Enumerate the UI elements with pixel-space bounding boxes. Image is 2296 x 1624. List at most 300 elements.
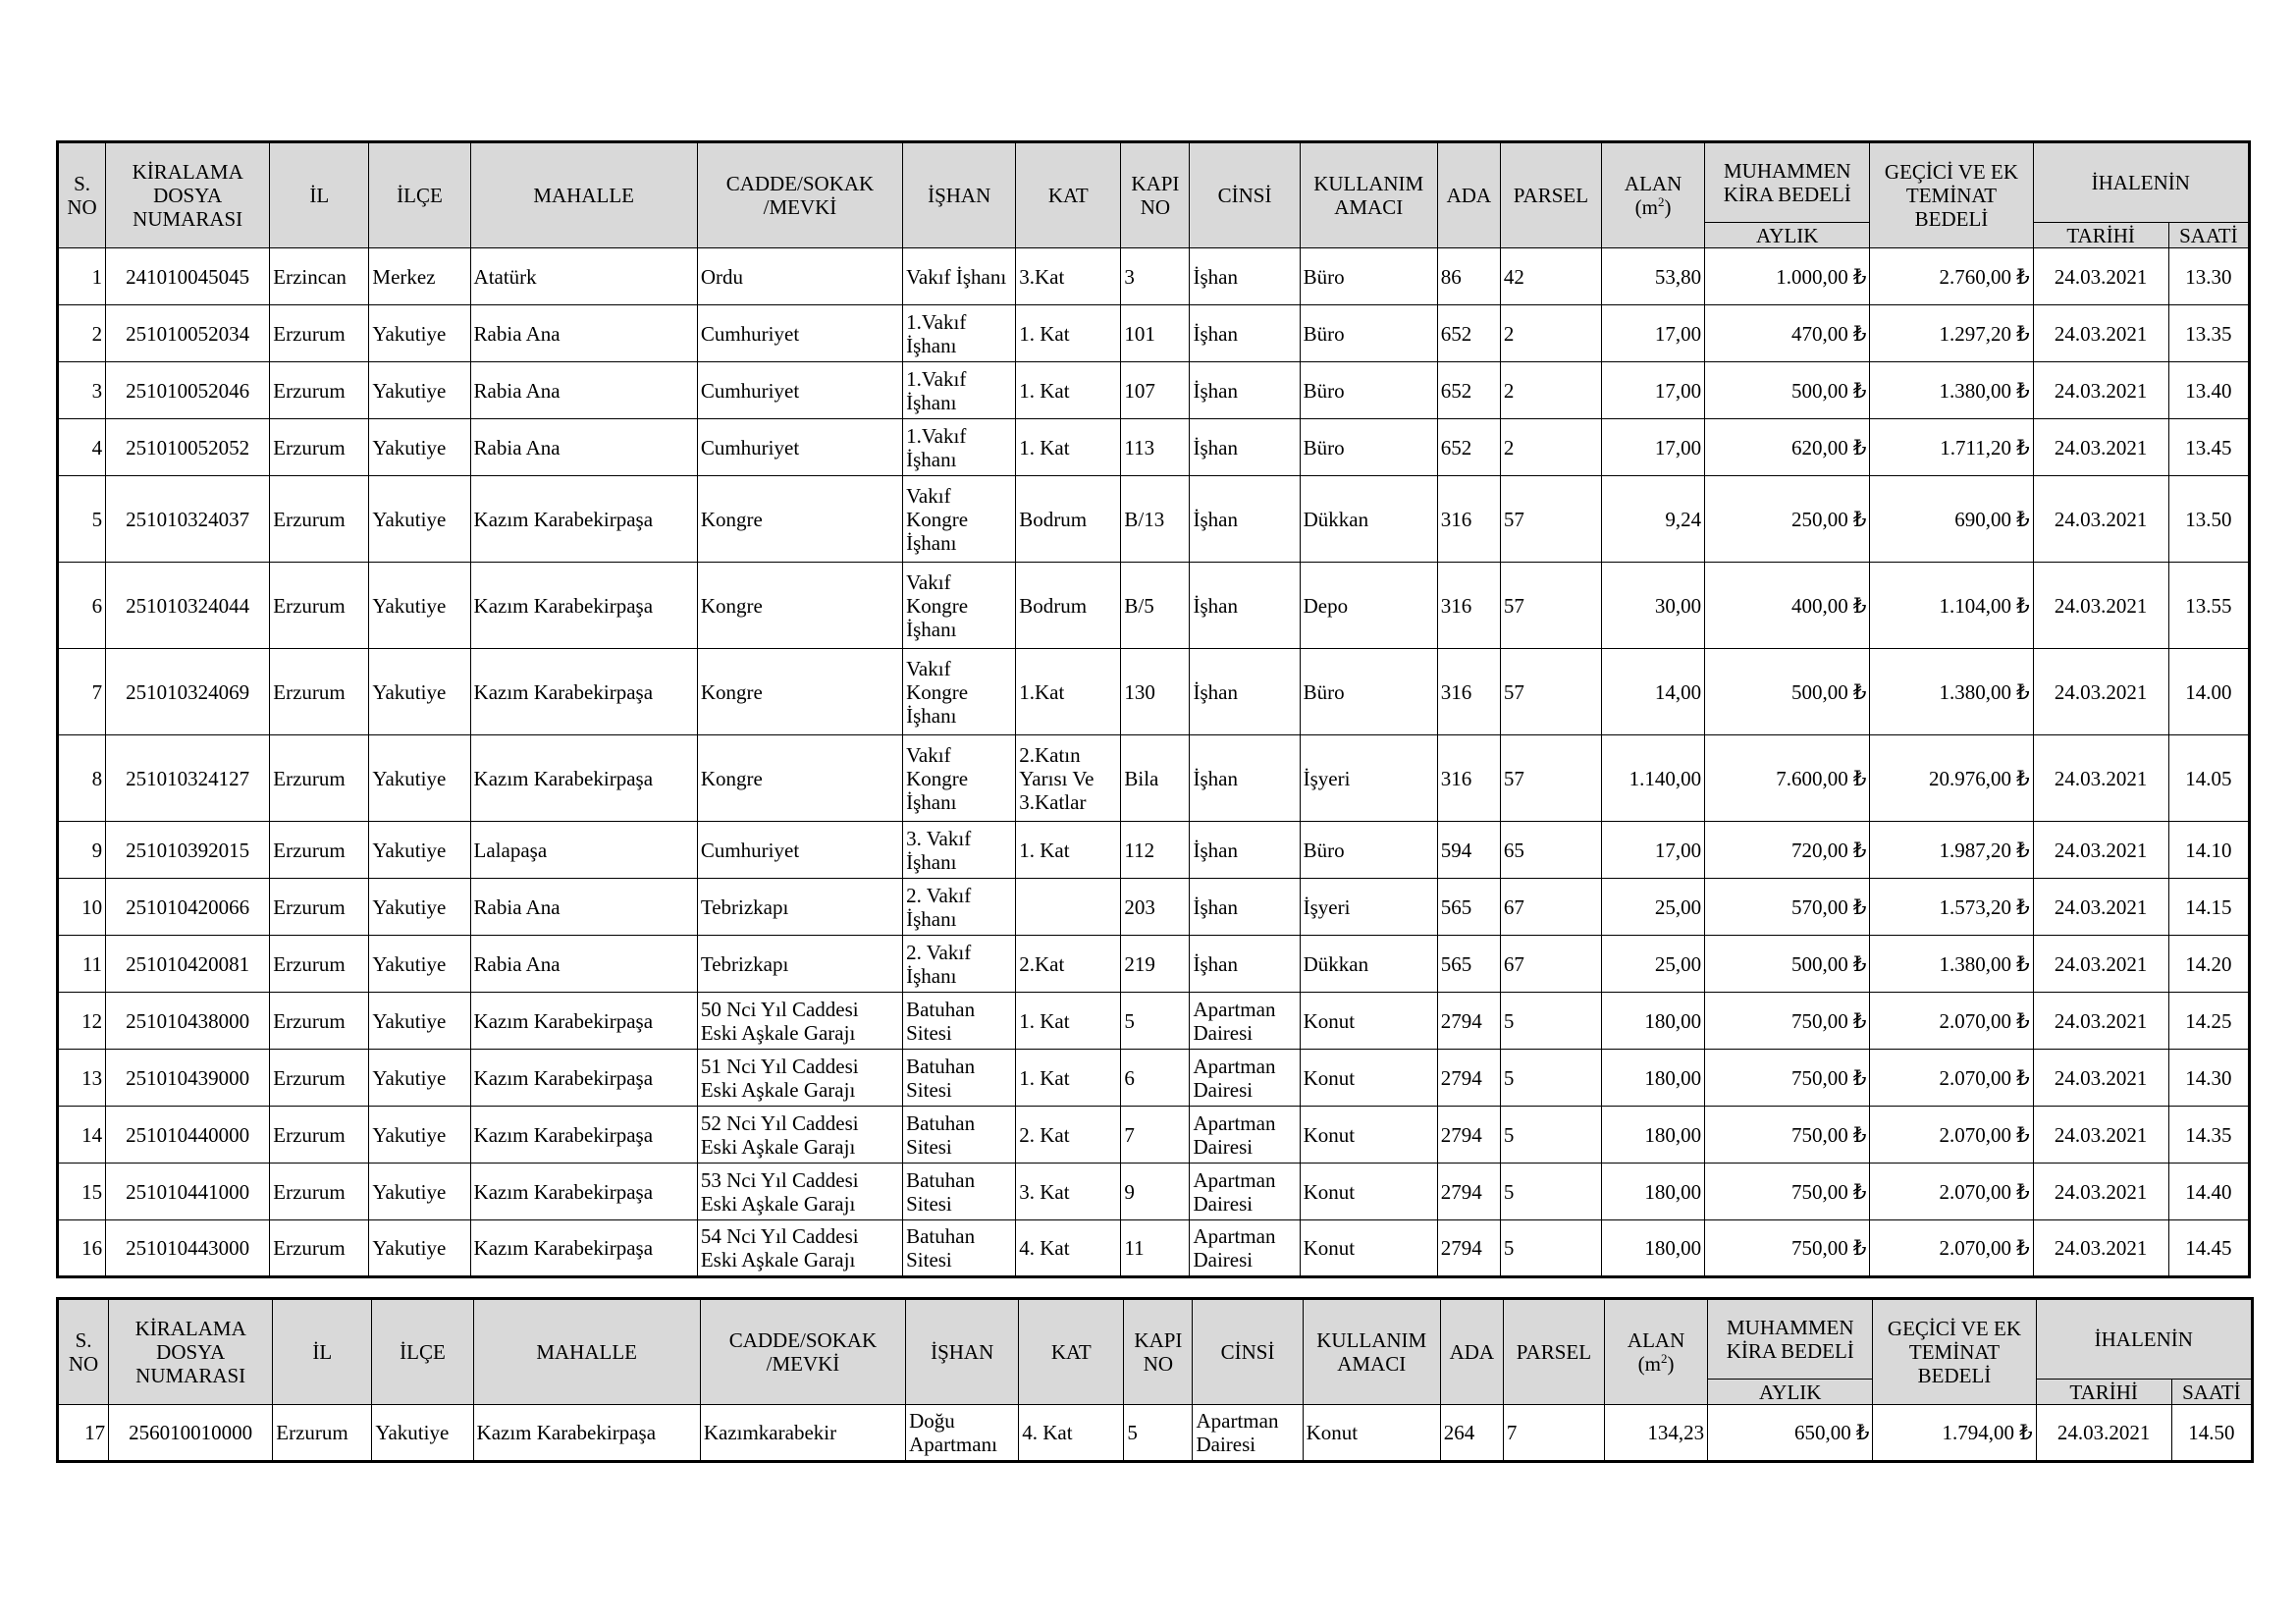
cell-cadde: Ordu [697,248,902,305]
cell-dosya: 251010324127 [106,735,270,822]
cell-tarih: 24.03.2021 [2033,362,2168,419]
cell-tarih: 24.03.2021 [2033,1107,2168,1164]
table-row [58,822,2250,879]
header-ishan: İŞHAN [906,1299,1019,1405]
cell-kira: 750,00 ₺ [1705,1107,1870,1164]
table-row [58,1107,2250,1164]
cell-kapi: 5 [1124,1405,1193,1462]
cell-mahalle: Rabia Ana [470,305,697,362]
cell-alan: 17,00 [1602,822,1705,879]
cell-ilce: Merkez [369,248,470,305]
cell-kullanim: Depo [1300,563,1437,649]
cell-saat: 14.10 [2168,822,2249,879]
table-row [58,1405,2253,1462]
cell-teminat: 1.380,00 ₺ [1870,649,2033,735]
cell-ishan: 2. Vakıf İşhanı [903,936,1016,993]
header-muhammen: MUHAMMEN KİRA BEDELİ [1705,142,1870,223]
cell-mahalle: Kazım Karabekirpaşa [473,1405,700,1462]
cell-il: Erzincan [270,248,369,305]
cell-ishan: Vakıf Kongre İşhanı [903,563,1016,649]
cell-ada: 316 [1437,563,1500,649]
header-saat: SAATİ [2171,1380,2252,1405]
cell-dosya: 251010392015 [106,822,270,879]
cell-dosya: 251010443000 [106,1220,270,1277]
cell-tarih: 24.03.2021 [2033,936,2168,993]
cell-kullanim: Konut [1300,1164,1437,1220]
cell-il: Erzurum [273,1405,372,1462]
cell-kira: 750,00 ₺ [1705,1050,1870,1107]
cell-tarih: 24.03.2021 [2033,563,2168,649]
cell-il: Erzurum [270,1050,369,1107]
cell-ilce: Yakutiye [369,1050,470,1107]
cell-ishan: Batuhan Sitesi [903,1164,1016,1220]
cell-dosya: 251010324044 [106,563,270,649]
cell-tarih: 24.03.2021 [2033,419,2168,476]
cell-kapi: Bila [1121,735,1190,822]
header-kullanim: KULLANIM AMACI [1303,1299,1440,1405]
cell-cinsi: İşhan [1190,735,1300,822]
cell-ishan: 3. Vakıf İşhanı [903,822,1016,879]
cell-kira: 620,00 ₺ [1705,419,1870,476]
cell-sno: 1 [58,248,106,305]
cell-teminat: 1.573,20 ₺ [1870,879,2033,936]
cell-alan: 17,00 [1602,305,1705,362]
cell-ishan: Vakıf Kongre İşhanı [903,649,1016,735]
cell-cinsi: Apartman Dairesi [1190,1164,1300,1220]
cell-saat: 14.00 [2168,649,2249,735]
cell-cadde: Kazımkarabekir [700,1405,905,1462]
cell-sno: 3 [58,362,106,419]
cell-ada: 86 [1437,248,1500,305]
cell-cadde: Kongre [697,649,902,735]
cell-teminat: 2.070,00 ₺ [1870,1050,2033,1107]
cell-kapi: B/5 [1121,563,1190,649]
cell-mahalle: Kazım Karabekirpaşa [470,1050,697,1107]
cell-cinsi: İşhan [1190,936,1300,993]
cell-il: Erzurum [270,1220,369,1277]
cell-sno: 7 [58,649,106,735]
table-row [58,248,2250,305]
cell-saat: 14.50 [2171,1405,2252,1462]
cell-kapi: 6 [1121,1050,1190,1107]
cell-kapi: 112 [1121,822,1190,879]
cell-ada: 2794 [1437,1164,1500,1220]
rental-table-1 [56,140,2251,1278]
cell-cadde: Tebrizkapı [697,936,902,993]
cell-cinsi: İşhan [1190,305,1300,362]
cell-kat: 3.Kat [1016,248,1121,305]
table-row [58,563,2250,649]
cell-dosya: 251010052034 [106,305,270,362]
cell-kullanim: Büro [1300,649,1437,735]
cell-cinsi: İşhan [1190,476,1300,563]
cell-il: Erzurum [270,822,369,879]
cell-parsel: 2 [1500,362,1601,419]
header-sno: S. NO [58,142,106,248]
cell-ishan: 1.Vakıf İşhanı [903,362,1016,419]
cell-kapi: 130 [1121,649,1190,735]
cell-sno: 12 [58,993,106,1050]
table-row [58,476,2250,563]
cell-cinsi: Apartman Dairesi [1190,993,1300,1050]
header-parsel: PARSEL [1503,1299,1604,1405]
cell-ada: 264 [1440,1405,1503,1462]
cell-kira: 570,00 ₺ [1705,879,1870,936]
cell-kapi: 219 [1121,936,1190,993]
cell-teminat: 1.987,20 ₺ [1870,822,2033,879]
cell-kapi: 113 [1121,419,1190,476]
cell-cinsi: Apartman Dairesi [1190,1050,1300,1107]
cell-tarih: 24.03.2021 [2033,735,2168,822]
cell-cadde: Cumhuriyet [697,822,902,879]
cell-dosya: 251010052046 [106,362,270,419]
cell-kapi: 101 [1121,305,1190,362]
cell-cadde: 52 Nci Yıl Caddesi Eski Aşkale Garajı [697,1107,902,1164]
cell-kira: 750,00 ₺ [1705,1164,1870,1220]
cell-sno: 4 [58,419,106,476]
cell-kira: 500,00 ₺ [1705,362,1870,419]
cell-teminat: 2.070,00 ₺ [1870,1107,2033,1164]
cell-ada: 316 [1437,476,1500,563]
header-tarih: TARİHİ [2036,1380,2171,1405]
cell-ilce: Yakutiye [369,476,470,563]
cell-cadde: 53 Nci Yıl Caddesi Eski Aşkale Garajı [697,1164,902,1220]
cell-cadde: 51 Nci Yıl Caddesi Eski Aşkale Garajı [697,1050,902,1107]
cell-ada: 594 [1437,822,1500,879]
cell-saat: 13.50 [2168,476,2249,563]
cell-alan: 25,00 [1602,936,1705,993]
cell-teminat: 2.070,00 ₺ [1870,993,2033,1050]
cell-kat: 1. Kat [1016,822,1121,879]
cell-kullanim: Konut [1303,1405,1440,1462]
cell-ishan: Batuhan Sitesi [903,1220,1016,1277]
cell-ilce: Yakutiye [369,1220,470,1277]
cell-tarih: 24.03.2021 [2033,649,2168,735]
cell-kullanim: Dükkan [1300,476,1437,563]
cell-dosya: 251010052052 [106,419,270,476]
cell-kullanim: Büro [1300,362,1437,419]
cell-saat: 14.25 [2168,993,2249,1050]
cell-sno: 10 [58,879,106,936]
cell-mahalle: Kazım Karabekirpaşa [470,476,697,563]
cell-alan: 53,80 [1602,248,1705,305]
cell-kapi: B/13 [1121,476,1190,563]
cell-sno: 15 [58,1164,106,1220]
cell-ishan: 1.Vakıf İşhanı [903,419,1016,476]
cell-mahalle: Rabia Ana [470,936,697,993]
cell-cadde: Cumhuriyet [697,362,902,419]
rental-table-2 [56,1297,2254,1463]
cell-tarih: 24.03.2021 [2036,1405,2171,1462]
cell-teminat: 1.794,00 ₺ [1873,1405,2036,1462]
cell-parsel: 57 [1500,476,1601,563]
cell-cinsi: Apartman Dairesi [1190,1107,1300,1164]
cell-kullanim: Konut [1300,1107,1437,1164]
cell-kat: 2. Kat [1016,1107,1121,1164]
cell-mahalle: Kazım Karabekirpaşa [470,993,697,1050]
header-alan-text: ALAN (m [1624,172,1682,219]
cell-kat: 1. Kat [1016,305,1121,362]
cell-kira: 720,00 ₺ [1705,822,1870,879]
cell-sno: 8 [58,735,106,822]
cell-kira: 500,00 ₺ [1705,936,1870,993]
cell-kat: 4. Kat [1019,1405,1124,1462]
cell-ishan: Vakıf Kongre İşhanı [903,735,1016,822]
header-il: İL [270,142,369,248]
cell-il: Erzurum [270,476,369,563]
cell-saat: 14.35 [2168,1107,2249,1164]
cell-teminat: 1.711,20 ₺ [1870,419,2033,476]
cell-cadde: Kongre [697,563,902,649]
cell-mahalle: Kazım Karabekirpaşa [470,563,697,649]
cell-parsel: 65 [1500,822,1601,879]
cell-parsel: 57 [1500,735,1601,822]
cell-cinsi: İşhan [1190,879,1300,936]
cell-cinsi: İşhan [1190,649,1300,735]
cell-ishan: 2. Vakıf İşhanı [903,879,1016,936]
cell-il: Erzurum [270,563,369,649]
cell-cinsi: Apartman Dairesi [1190,1220,1300,1277]
table-row [58,735,2250,822]
cell-ilce: Yakutiye [369,822,470,879]
cell-teminat: 2.070,00 ₺ [1870,1220,2033,1277]
cell-kira: 750,00 ₺ [1705,993,1870,1050]
cell-kapi: 3 [1121,248,1190,305]
cell-dosya: 251010439000 [106,1050,270,1107]
cell-dosya: 241010045045 [106,248,270,305]
header-ada: ADA [1440,1299,1503,1405]
table-row [58,362,2250,419]
cell-il: Erzurum [270,879,369,936]
cell-ishan: Batuhan Sitesi [903,1050,1016,1107]
cell-cinsi: İşhan [1190,822,1300,879]
cell-kira: 400,00 ₺ [1705,563,1870,649]
cell-tarih: 24.03.2021 [2033,305,2168,362]
cell-ishan: Vakıf Kongre İşhanı [903,476,1016,563]
header-cinsi: CİNSİ [1190,142,1300,248]
cell-kapi: 9 [1121,1164,1190,1220]
cell-teminat: 20.976,00 ₺ [1870,735,2033,822]
cell-il: Erzurum [270,649,369,735]
cell-ada: 652 [1437,305,1500,362]
cell-il: Erzurum [270,419,369,476]
cell-parsel: 5 [1500,1107,1601,1164]
cell-ilce: Yakutiye [369,362,470,419]
cell-alan: 134,23 [1605,1405,1708,1462]
cell-parsel: 42 [1500,248,1601,305]
cell-ishan: Doğu Apartmanı [906,1405,1019,1462]
cell-alan: 180,00 [1602,1107,1705,1164]
cell-alan: 14,00 [1602,649,1705,735]
header-parsel: PARSEL [1500,142,1601,248]
cell-cinsi: İşhan [1190,248,1300,305]
cell-kapi: 107 [1121,362,1190,419]
header-alan-sup: 2 [1660,1351,1668,1366]
cell-ilce: Yakutiye [369,305,470,362]
header-ishan: İŞHAN [903,142,1016,248]
header-alan-close: ) [1667,1352,1675,1376]
table-body-2 [58,1405,2253,1462]
cell-cadde: 50 Nci Yıl Caddesi Eski Aşkale Garajı [697,993,902,1050]
header-ilce: İLÇE [372,1299,473,1405]
table-body-1 [58,248,2250,1277]
header-cadde: CADDE/SOKAK /MEVKİ [697,142,902,248]
cell-tarih: 24.03.2021 [2033,1050,2168,1107]
cell-sno: 16 [58,1220,106,1277]
cell-kapi: 7 [1121,1107,1190,1164]
cell-kat: 1.Kat [1016,649,1121,735]
cell-tarih: 24.03.2021 [2033,1220,2168,1277]
cell-teminat: 1.297,20 ₺ [1870,305,2033,362]
cell-mahalle: Kazım Karabekirpaşa [470,735,697,822]
cell-alan: 17,00 [1602,419,1705,476]
cell-parsel: 57 [1500,563,1601,649]
cell-kullanim: Konut [1300,1050,1437,1107]
cell-kat [1016,879,1121,936]
cell-kira: 7.600,00 ₺ [1705,735,1870,822]
cell-mahalle: Kazım Karabekirpaşa [470,1164,697,1220]
cell-teminat: 690,00 ₺ [1870,476,2033,563]
header-il: İL [273,1299,372,1405]
cell-tarih: 24.03.2021 [2033,993,2168,1050]
table-row [58,1050,2250,1107]
cell-ada: 565 [1437,879,1500,936]
cell-il: Erzurum [270,362,369,419]
header-alan-close: ) [1664,195,1672,219]
cell-cadde: Cumhuriyet [697,305,902,362]
cell-kullanim: İşyeri [1300,879,1437,936]
cell-alan: 9,24 [1602,476,1705,563]
cell-teminat: 1.380,00 ₺ [1870,936,2033,993]
cell-alan: 180,00 [1602,1050,1705,1107]
cell-parsel: 5 [1500,1164,1601,1220]
cell-kullanim: Konut [1300,1220,1437,1277]
cell-sno: 13 [58,1050,106,1107]
cell-alan: 180,00 [1602,993,1705,1050]
cell-kat: 1. Kat [1016,419,1121,476]
cell-cadde: Cumhuriyet [697,419,902,476]
cell-cadde: Kongre [697,735,902,822]
cell-kat: 1. Kat [1016,993,1121,1050]
cell-mahalle: Atatürk [470,248,697,305]
cell-ishan: Vakıf İşhanı [903,248,1016,305]
cell-sno: 5 [58,476,106,563]
cell-kat: 3. Kat [1016,1164,1121,1220]
cell-saat: 14.45 [2168,1220,2249,1277]
cell-kira: 500,00 ₺ [1705,649,1870,735]
cell-dosya: 251010324069 [106,649,270,735]
cell-ishan: 1.Vakıf İşhanı [903,305,1016,362]
header-dosya: KİRALAMA DOSYA NUMARASI [109,1299,273,1405]
cell-ilce: Yakutiye [369,879,470,936]
cell-cinsi: Apartman Dairesi [1193,1405,1303,1462]
table-row [58,419,2250,476]
cell-sno: 17 [58,1405,109,1462]
header-tarih: TARİHİ [2033,223,2168,248]
header-kullanim: KULLANIM AMACI [1300,142,1437,248]
cell-kat: 4. Kat [1016,1220,1121,1277]
header-ada: ADA [1437,142,1500,248]
cell-saat: 13.30 [2168,248,2249,305]
cell-alan: 180,00 [1602,1164,1705,1220]
cell-dosya: 251010438000 [106,993,270,1050]
cell-dosya: 251010441000 [106,1164,270,1220]
header-dosya: KİRALAMA DOSYA NUMARASI [106,142,270,248]
header-kapi: KAPI NO [1121,142,1190,248]
cell-mahalle: Kazım Karabekirpaşa [470,649,697,735]
cell-cinsi: İşhan [1190,419,1300,476]
cell-kat: 2.Kat [1016,936,1121,993]
header-ilce: İLÇE [369,142,470,248]
cell-tarih: 24.03.2021 [2033,822,2168,879]
cell-saat: 14.05 [2168,735,2249,822]
header-mahalle: MAHALLE [473,1299,700,1405]
cell-saat: 14.15 [2168,879,2249,936]
cell-cadde: Kongre [697,476,902,563]
cell-ada: 652 [1437,419,1500,476]
cell-alan: 17,00 [1602,362,1705,419]
table-row [58,1220,2250,1277]
cell-parsel: 2 [1500,419,1601,476]
cell-ilce: Yakutiye [369,993,470,1050]
cell-kira: 1.000,00 ₺ [1705,248,1870,305]
cell-kira: 650,00 ₺ [1708,1405,1873,1462]
cell-kullanim: Büro [1300,419,1437,476]
header-alan [1602,142,1705,248]
cell-kapi: 11 [1121,1220,1190,1277]
header-cinsi: CİNSİ [1193,1299,1303,1405]
cell-mahalle: Lalapaşa [470,822,697,879]
cell-cinsi: İşhan [1190,563,1300,649]
cell-tarih: 24.03.2021 [2033,248,2168,305]
cell-teminat: 2.070,00 ₺ [1870,1164,2033,1220]
cell-il: Erzurum [270,993,369,1050]
cell-saat: 13.55 [2168,563,2249,649]
cell-sno: 6 [58,563,106,649]
header-mahalle: MAHALLE [470,142,697,248]
cell-mahalle: Rabia Ana [470,362,697,419]
cell-kat: 1. Kat [1016,1050,1121,1107]
cell-cinsi: İşhan [1190,362,1300,419]
cell-teminat: 2.760,00 ₺ [1870,248,2033,305]
table-row [58,1164,2250,1220]
table-row [58,936,2250,993]
cell-parsel: 2 [1500,305,1601,362]
cell-kullanim: Büro [1300,822,1437,879]
cell-kullanim: İşyeri [1300,735,1437,822]
cell-ada: 2794 [1437,1050,1500,1107]
cell-alan: 30,00 [1602,563,1705,649]
cell-kapi: 203 [1121,879,1190,936]
table-row [58,649,2250,735]
table-row [58,879,2250,936]
cell-kullanim: Konut [1300,993,1437,1050]
header-cadde: CADDE/SOKAK /MEVKİ [700,1299,905,1405]
cell-mahalle: Rabia Ana [470,419,697,476]
header-saat: SAATİ [2168,223,2249,248]
cell-kat: Bodrum [1016,563,1121,649]
cell-saat: 13.45 [2168,419,2249,476]
cell-alan: 1.140,00 [1602,735,1705,822]
header-alan-sup: 2 [1657,194,1665,209]
cell-ada: 316 [1437,649,1500,735]
header-aylik: AYLIK [1708,1380,1873,1405]
cell-parsel: 7 [1503,1405,1604,1462]
header-kat: KAT [1016,142,1121,248]
cell-saat: 13.40 [2168,362,2249,419]
header-kapi: KAPI NO [1124,1299,1193,1405]
header-muhammen: MUHAMMEN KİRA BEDELİ [1708,1299,1873,1380]
